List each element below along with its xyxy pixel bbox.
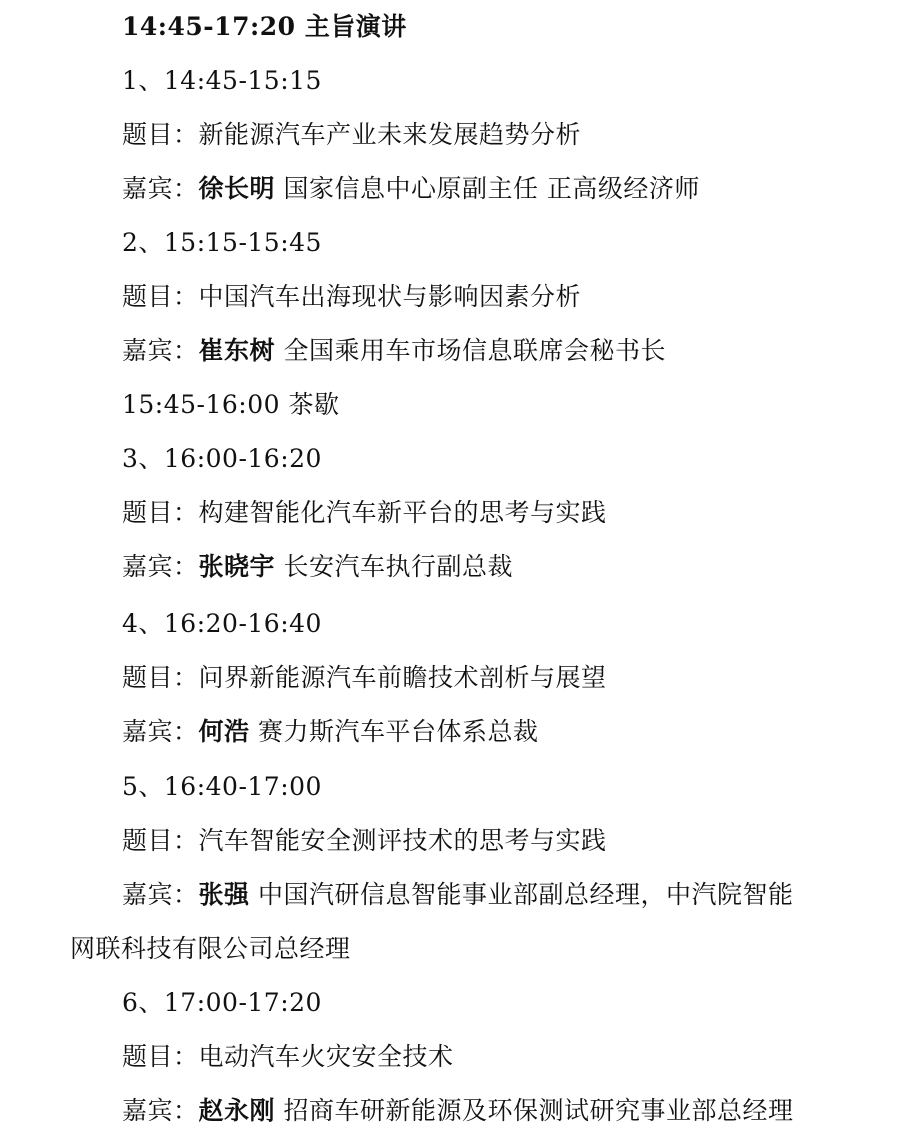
item-topic-line: [122, 814, 607, 868]
topic-text: 问界新能源汽车前瞻技术剖析与展望: [198, 663, 607, 692]
guest-name: 崔东树: [198, 336, 276, 365]
guest-name: 何浩: [198, 717, 250, 746]
guest-name: 张强: [198, 880, 250, 909]
tea-break: 15:45-16:00 茶歇: [122, 390, 340, 419]
guest-label: 嘉宾：: [122, 880, 199, 909]
item-topic-line: [122, 108, 581, 162]
topic-label: 题目：: [122, 826, 199, 855]
item-number-time: 3、16:00-16:20: [122, 444, 322, 473]
item-topic-line: [122, 270, 581, 324]
topic-label: 题目：: [122, 1042, 199, 1071]
topic-text: 中国汽车出海现状与影响因素分析: [198, 282, 582, 311]
topic-text: 电动汽车火灾安全技术: [198, 1042, 454, 1071]
guest-title: 长安汽车执行副总裁: [275, 552, 513, 581]
topic-text: 构建智能化汽车新平台的思考与实践: [198, 498, 607, 527]
guest-label: 嘉宾：: [122, 1096, 199, 1125]
guest-title: 国家信息中心原副主任 正高级经济师: [275, 174, 700, 203]
topic-text: 新能源汽车产业未来发展趋势分析: [198, 120, 582, 149]
guest-title-continuation: 网联科技有限公司总经理: [70, 934, 351, 963]
item-topic-line: [122, 1030, 454, 1084]
item-guest-line: [122, 1084, 793, 1138]
item-topic-line: [122, 486, 607, 540]
guest-name: 徐长明: [198, 174, 276, 203]
guest-label: 嘉宾：: [122, 717, 199, 746]
guest-title: 招商车研新能源及环保测试研究事业部总经理: [275, 1096, 794, 1125]
item-number-time: 5、16:40-17:00: [122, 772, 322, 801]
item-number-time: 1、14:45-15:15: [122, 66, 322, 95]
guest-title: 赛力斯汽车平台体系总裁: [249, 717, 539, 746]
item-guest-line: [122, 162, 700, 216]
item-guest-line: [122, 705, 538, 759]
item-guest-line: [122, 868, 793, 922]
item-guest-line: [122, 324, 666, 378]
item-topic-line: [122, 651, 607, 705]
topic-text: 汽车智能安全测评技术的思考与实践: [198, 826, 607, 855]
item-number-time: 2、15:15-15:45: [122, 228, 322, 257]
guest-label: 嘉宾：: [122, 336, 199, 365]
topic-label: 题目：: [122, 120, 199, 149]
topic-label: 题目：: [122, 282, 199, 311]
guest-label: 嘉宾：: [122, 174, 199, 203]
topic-label: 题目：: [122, 498, 199, 527]
section-heading: 14:45-17:20 主旨演讲: [122, 12, 407, 41]
item-number-time: 4、16:20-16:40: [122, 609, 322, 638]
guest-name: 张晓宇: [198, 552, 276, 581]
guest-title: 全国乘用车市场信息联席会秘书长: [275, 336, 666, 365]
item-guest-line: [122, 540, 513, 594]
guest-name: 赵永刚: [198, 1096, 276, 1125]
topic-label: 题目：: [122, 663, 199, 692]
guest-label: 嘉宾：: [122, 552, 199, 581]
guest-title: 中国汽研信息智能事业部副总经理，中汽院智能: [249, 880, 794, 909]
item-number-time: 6、17:00-17:20: [122, 988, 322, 1017]
